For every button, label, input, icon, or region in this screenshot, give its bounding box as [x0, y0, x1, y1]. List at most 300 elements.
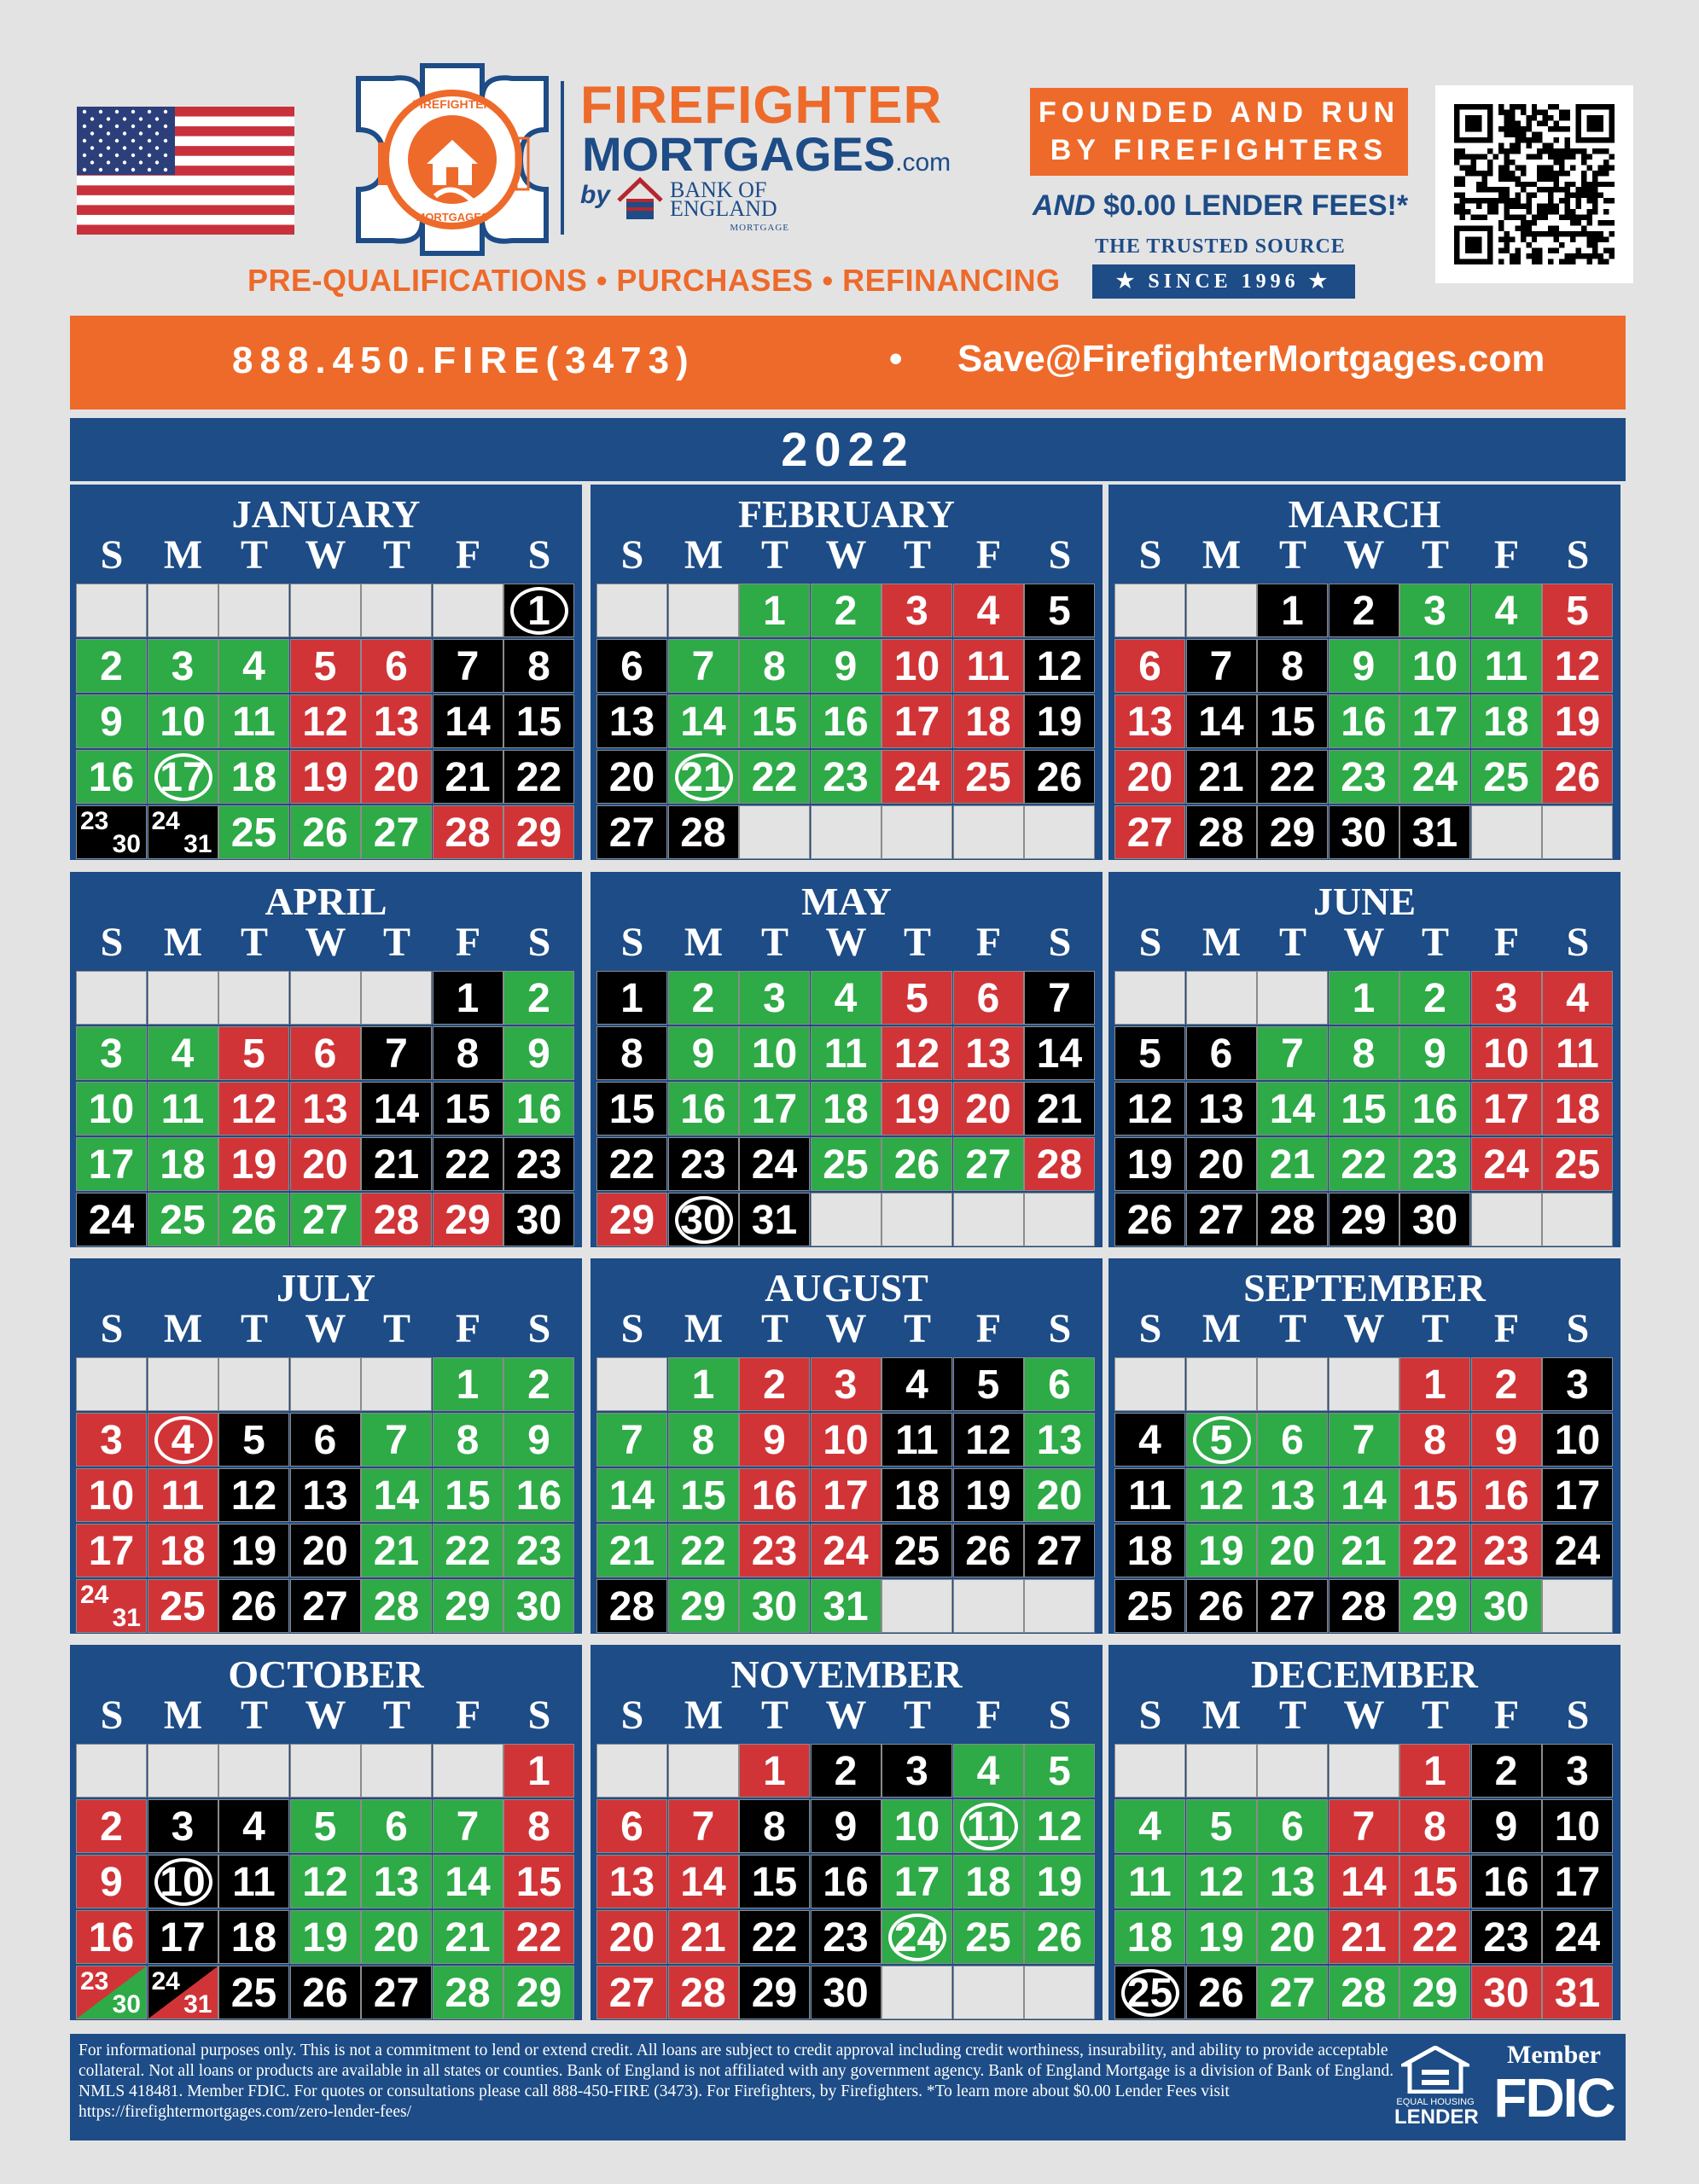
weekday-label: S: [620, 1306, 644, 1351]
day-cell: 18: [1471, 694, 1542, 748]
day-cell: 18: [218, 750, 289, 804]
day-cell: 11: [811, 1026, 882, 1080]
qr-module: [1532, 182, 1537, 187]
day-cell: 16: [76, 1910, 147, 1964]
day-cell: 22: [739, 1910, 810, 1964]
qr-module: [1510, 237, 1515, 242]
day-cell: 23: [739, 1524, 810, 1577]
day-cell: 2: [811, 584, 882, 637]
day-cell: 2: [503, 1357, 574, 1411]
day-cell: 9: [1399, 1026, 1470, 1080]
day-cell: 27: [290, 1579, 361, 1633]
weekday-label: M: [163, 1306, 203, 1351]
day-cell: 1: [433, 1357, 503, 1411]
circled-day-cell: 25: [1114, 1966, 1185, 2019]
day-cell: 2: [76, 1799, 147, 1853]
day-cell: 7: [1329, 1799, 1399, 1853]
flag-star: [155, 146, 159, 149]
qr-module: [1603, 259, 1609, 264]
month-name: OCTOBER: [228, 1653, 424, 1696]
qr-module: [1570, 148, 1575, 154]
qr-module: [1565, 142, 1570, 148]
month-name: JULY: [276, 1266, 375, 1310]
qr-module: [1454, 204, 1459, 209]
qr-module: [1565, 182, 1570, 187]
qr-module: [1521, 137, 1526, 142]
qr-module: [1521, 204, 1526, 209]
qr-module: [1565, 137, 1570, 142]
qr-module: [1454, 209, 1459, 214]
qr-module: [1515, 142, 1520, 148]
day-cell: 15: [739, 1855, 810, 1908]
day-cell: 23: [1471, 1910, 1542, 1964]
day-cell: 3: [811, 1357, 882, 1411]
empty-day-cell: [882, 805, 952, 859]
day-cell: 4: [1542, 971, 1613, 1025]
day-cell: 3: [739, 971, 810, 1025]
weekday-label: F: [975, 1693, 1002, 1738]
day-cell: 12: [1114, 1082, 1185, 1136]
flag-star: [123, 160, 126, 164]
fees-and: AND: [1032, 189, 1096, 222]
day-cell: 23: [1399, 1137, 1470, 1191]
qr-module: [1465, 198, 1470, 203]
qr-module: [1521, 165, 1526, 170]
qr-module: [1570, 237, 1575, 242]
day-cell: 27: [361, 1966, 432, 2019]
flag-star: [164, 139, 167, 142]
day-cell: 17: [76, 1137, 147, 1191]
split-day-cell: [148, 1966, 218, 2019]
day-cell: 16: [503, 1468, 574, 1522]
qr-module: [1510, 142, 1515, 148]
qr-module: [1537, 137, 1542, 142]
split-day-first: 23: [80, 1967, 109, 1995]
qr-finder: [1465, 115, 1481, 131]
qr-module: [1559, 215, 1564, 220]
qr-module: [1603, 182, 1609, 187]
day-cell: 2: [811, 1744, 882, 1798]
day-cell: 17: [1542, 1468, 1613, 1522]
weekday-label: T: [240, 920, 268, 965]
day-cell: 12: [1186, 1468, 1257, 1522]
day-cell: 7: [1186, 639, 1257, 693]
empty-day-cell: [1257, 971, 1328, 1025]
qr-module: [1470, 160, 1475, 165]
qr-module: [1603, 220, 1609, 225]
qr-module: [1581, 160, 1586, 165]
day-cell: 20: [1257, 1910, 1328, 1964]
day-cell: 6: [361, 639, 432, 693]
weekday-label: S: [620, 920, 644, 965]
day-cell: 6: [1024, 1357, 1095, 1411]
flag-star: [123, 117, 126, 120]
qr-module: [1487, 171, 1492, 176]
day-cell: 9: [811, 1799, 882, 1853]
by-text: by: [580, 181, 611, 209]
qr-module: [1609, 198, 1615, 203]
qr-module: [1592, 253, 1597, 258]
qr-module: [1504, 231, 1509, 236]
empty-day-cell: [361, 1357, 432, 1411]
qr-module: [1603, 160, 1609, 165]
day-cell: 10: [882, 1799, 952, 1853]
day-cell: 28: [668, 805, 739, 859]
day-cell: 30: [1471, 1966, 1542, 2019]
flag-star: [107, 117, 110, 120]
qr-module: [1521, 131, 1526, 136]
weekday-label: F: [455, 1306, 481, 1351]
day-cell: 25: [1471, 750, 1542, 804]
day-cell: 9: [503, 1413, 574, 1467]
day-cell: 21: [668, 1910, 739, 1964]
flag-star: [90, 131, 94, 135]
day-cell: 24: [1471, 1137, 1542, 1191]
flag-star: [123, 131, 126, 135]
qr-module: [1532, 220, 1537, 225]
qr-module: [1498, 226, 1504, 231]
day-cell: 11: [1114, 1468, 1185, 1522]
qr-module: [1526, 220, 1531, 225]
brand-name-suffix: .com: [895, 148, 951, 177]
day-cell: 3: [148, 1799, 218, 1853]
qr-module: [1459, 182, 1464, 187]
weekday-label: F: [975, 532, 1002, 578]
qr-module: [1465, 171, 1470, 176]
day-cell: 3: [1542, 1357, 1613, 1411]
day-cell: 22: [739, 750, 810, 804]
month-name: NOVEMBER: [730, 1653, 963, 1696]
day-cell: 4: [1114, 1799, 1185, 1853]
weekday-label: S: [1566, 1693, 1590, 1738]
qr-module: [1510, 109, 1515, 114]
weekday-label: M: [684, 532, 724, 578]
day-cell: 26: [1024, 750, 1095, 804]
qr-module: [1603, 165, 1609, 170]
day-cell: 5: [1024, 584, 1095, 637]
empty-day-cell: [1542, 1193, 1613, 1246]
qr-module: [1515, 104, 1520, 109]
day-cell: 4: [882, 1357, 952, 1411]
day-cell: 2: [1329, 584, 1399, 637]
qr-module: [1581, 154, 1586, 159]
flag-star: [83, 110, 86, 113]
qr-module: [1481, 154, 1487, 159]
qr-module: [1559, 259, 1564, 264]
month-october: [70, 1645, 582, 2020]
boe-line2: ENGLAND: [670, 196, 777, 221]
day-cell: 1: [739, 584, 810, 637]
empty-day-cell: [1257, 1357, 1328, 1411]
day-cell: 17: [882, 694, 952, 748]
qr-module: [1504, 148, 1509, 154]
day-cell: 7: [433, 639, 503, 693]
weekday-label: S: [100, 920, 124, 965]
badge-bottom-text: MORTGAGES: [416, 211, 489, 224]
qr-module: [1521, 237, 1526, 242]
qr-module: [1532, 259, 1537, 264]
qr-module: [1565, 109, 1570, 114]
member-text: Member: [1507, 2041, 1601, 2069]
qr-module: [1576, 193, 1581, 198]
day-cell: 3: [1399, 584, 1470, 637]
day-cell: 11: [148, 1082, 218, 1136]
qr-module: [1548, 142, 1553, 148]
day-cell: 21: [1024, 1082, 1095, 1136]
day-cell: 6: [1186, 1026, 1257, 1080]
email-link[interactable]: Save@FirefighterMortgages.com: [957, 338, 1545, 380]
day-cell: 8: [739, 639, 810, 693]
qr-module: [1504, 165, 1509, 170]
weekday-label: S: [1048, 1693, 1072, 1738]
day-cell: 27: [1024, 1524, 1095, 1577]
founded-banner: [1030, 88, 1408, 176]
day-cell: 20: [290, 1524, 361, 1577]
day-cell: 21: [1329, 1524, 1399, 1577]
qr-module: [1515, 259, 1520, 264]
day-cell: 21: [1186, 750, 1257, 804]
qr-module: [1487, 160, 1492, 165]
qr-module: [1510, 215, 1515, 220]
day-cell: 29: [433, 1193, 503, 1246]
qr-module: [1476, 187, 1481, 192]
qr-module: [1581, 253, 1586, 258]
empty-day-cell: [361, 971, 432, 1025]
day-cell: 27: [290, 1193, 361, 1246]
day-cell: 10: [1399, 639, 1470, 693]
lender-fees-text: [1024, 189, 1417, 223]
weekday-label: T: [903, 1693, 931, 1738]
qr-module: [1565, 215, 1570, 220]
qr-module: [1592, 182, 1597, 187]
split-day-first: 24: [80, 1581, 109, 1609]
day-cell: 28: [433, 1966, 503, 2019]
qr-module: [1526, 115, 1531, 120]
qr-module: [1554, 182, 1559, 187]
qr-module: [1581, 231, 1586, 236]
day-cell: 27: [596, 805, 667, 859]
weekday-label: T: [382, 1306, 410, 1351]
day-cell: 17: [1399, 694, 1470, 748]
day-cell: 21: [361, 1137, 432, 1191]
qr-module: [1570, 193, 1575, 198]
qr-module: [1515, 198, 1520, 203]
qr-module: [1498, 142, 1504, 148]
weekday-label: M: [684, 1306, 724, 1351]
day-cell: 1: [668, 1357, 739, 1411]
qr-module: [1565, 231, 1570, 236]
day-cell: 2: [76, 639, 147, 693]
qr-module: [1498, 187, 1504, 192]
qr-module: [1454, 182, 1459, 187]
weekday-label: S: [527, 1306, 551, 1351]
day-cell: 18: [882, 1468, 952, 1522]
qr-module: [1570, 154, 1575, 159]
qr-module: [1543, 215, 1548, 220]
qr-module: [1526, 198, 1531, 203]
day-cell: 15: [739, 694, 810, 748]
day-cell: 30: [1471, 1579, 1542, 1633]
weekday-label: T: [1421, 1693, 1449, 1738]
qr-module: [1510, 104, 1515, 109]
day-cell: 2: [1471, 1744, 1542, 1798]
flag-star: [131, 154, 135, 157]
qr-module: [1537, 120, 1542, 125]
qr-module: [1559, 126, 1564, 131]
qr-module: [1532, 253, 1537, 258]
day-cell: 1: [1257, 584, 1328, 637]
qr-module: [1554, 187, 1559, 192]
qr-module: [1537, 204, 1542, 209]
day-cell: 26: [218, 1579, 289, 1633]
day-cell: 11: [1471, 639, 1542, 693]
flag-stripe: [77, 205, 294, 215]
brand-name-line1: FIREFIGHTER: [580, 76, 943, 135]
qr-module: [1515, 253, 1520, 258]
qr-code[interactable]: [1435, 85, 1633, 283]
day-cell: 5: [1024, 1744, 1095, 1798]
empty-day-cell: [953, 1966, 1024, 2019]
day-cell: 24: [1399, 750, 1470, 804]
weekday-label: S: [1048, 532, 1072, 578]
weekday-label: F: [1493, 920, 1520, 965]
month-name: JANUARY: [231, 492, 421, 536]
day-cell: 12: [882, 1026, 952, 1080]
day-cell: 28: [361, 1579, 432, 1633]
qr-module: [1487, 198, 1492, 203]
qr-module: [1592, 187, 1597, 192]
day-cell: 18: [148, 1137, 218, 1191]
empty-day-cell: [1542, 1579, 1613, 1633]
qr-module: [1543, 120, 1548, 125]
day-cell: 31: [1399, 805, 1470, 859]
qr-module: [1592, 171, 1597, 176]
split-day-cell: [76, 805, 147, 859]
weekday-label: T: [240, 532, 268, 578]
weekday-label: S: [620, 1693, 644, 1738]
qr-module: [1526, 253, 1531, 258]
day-cell: 21: [1257, 1137, 1328, 1191]
day-cell: 16: [76, 750, 147, 804]
weekday-label: F: [455, 920, 481, 965]
day-cell: 5: [218, 1413, 289, 1467]
empty-day-cell: [668, 584, 739, 637]
flag-star: [164, 110, 167, 113]
qr-module: [1598, 165, 1603, 170]
qr-module: [1526, 242, 1531, 247]
day-cell: 27: [1257, 1579, 1328, 1633]
month-january: [70, 485, 582, 860]
qr-module: [1532, 115, 1537, 120]
weekday-label: S: [527, 532, 551, 578]
day-cell: 4: [811, 971, 882, 1025]
qr-module: [1537, 109, 1542, 114]
day-cell: 12: [290, 1855, 361, 1908]
day-cell: 23: [1329, 750, 1399, 804]
day-cell: 19: [1186, 1910, 1257, 1964]
qr-module: [1581, 187, 1586, 192]
qr-module: [1521, 126, 1526, 131]
day-cell: 22: [433, 1137, 503, 1191]
empty-day-cell: [1024, 1579, 1095, 1633]
month-name: AUGUST: [765, 1266, 928, 1310]
flag-star: [155, 117, 159, 120]
day-cell: 17: [1542, 1855, 1613, 1908]
qr-module: [1603, 148, 1609, 154]
phone-number-link[interactable]: 888.450.FIRE(3473): [232, 340, 695, 381]
weekday-label: W: [305, 920, 346, 965]
qr-module: [1548, 176, 1553, 181]
flag-star: [115, 125, 119, 128]
split-day-second: 30: [112, 1990, 141, 2018]
flag-star: [107, 146, 110, 149]
day-cell: 26: [1114, 1193, 1185, 1246]
day-cell: 8: [503, 639, 574, 693]
qr-module: [1548, 104, 1553, 109]
flag-star: [90, 146, 94, 149]
brand-name-main: MORTGAGES: [582, 127, 896, 181]
day-cell: 6: [1257, 1413, 1328, 1467]
qr-module: [1576, 215, 1581, 220]
empty-day-cell: [882, 1193, 952, 1246]
day-cell: 23: [1471, 1524, 1542, 1577]
empty-day-cell: [76, 584, 147, 637]
qr-module: [1543, 115, 1548, 120]
qr-module: [1510, 198, 1515, 203]
day-cell: 3: [882, 584, 952, 637]
qr-module: [1587, 187, 1592, 192]
day-cell: 25: [218, 805, 289, 859]
qr-module: [1487, 209, 1492, 214]
day-cell: 27: [1114, 805, 1185, 859]
qr-module: [1470, 215, 1475, 220]
weekday-label: M: [684, 920, 724, 965]
qr-module: [1543, 209, 1548, 214]
qr-module: [1504, 154, 1509, 159]
qr-module: [1459, 154, 1464, 159]
day-cell: 18: [218, 1910, 289, 1964]
day-cell: 7: [361, 1026, 432, 1080]
qr-module: [1543, 142, 1548, 148]
day-cell: 25: [148, 1193, 218, 1246]
weekday-label: T: [1278, 532, 1306, 578]
qr-module: [1537, 187, 1542, 192]
qr-module: [1587, 193, 1592, 198]
qr-module: [1470, 198, 1475, 203]
day-cell: 21: [1329, 1910, 1399, 1964]
qr-module: [1609, 220, 1615, 225]
day-cell: 8: [1399, 1413, 1470, 1467]
qr-module: [1459, 176, 1464, 181]
empty-day-cell: [1186, 1744, 1257, 1798]
day-cell: 3: [1471, 971, 1542, 1025]
month-april: [70, 872, 582, 1247]
day-cell: 7: [1257, 1026, 1328, 1080]
qr-module: [1510, 176, 1515, 181]
qr-module: [1498, 237, 1504, 242]
day-cell: 13: [1257, 1855, 1328, 1908]
empty-day-cell: [361, 1744, 432, 1798]
flag-star: [131, 168, 135, 171]
qr-module: [1592, 148, 1597, 154]
qr-module: [1565, 187, 1570, 192]
day-cell: 21: [433, 1910, 503, 1964]
day-cell: 9: [503, 1026, 574, 1080]
day-cell: 7: [668, 639, 739, 693]
qr-module: [1609, 248, 1615, 253]
flag-star: [107, 160, 110, 164]
qr-module: [1554, 171, 1559, 176]
